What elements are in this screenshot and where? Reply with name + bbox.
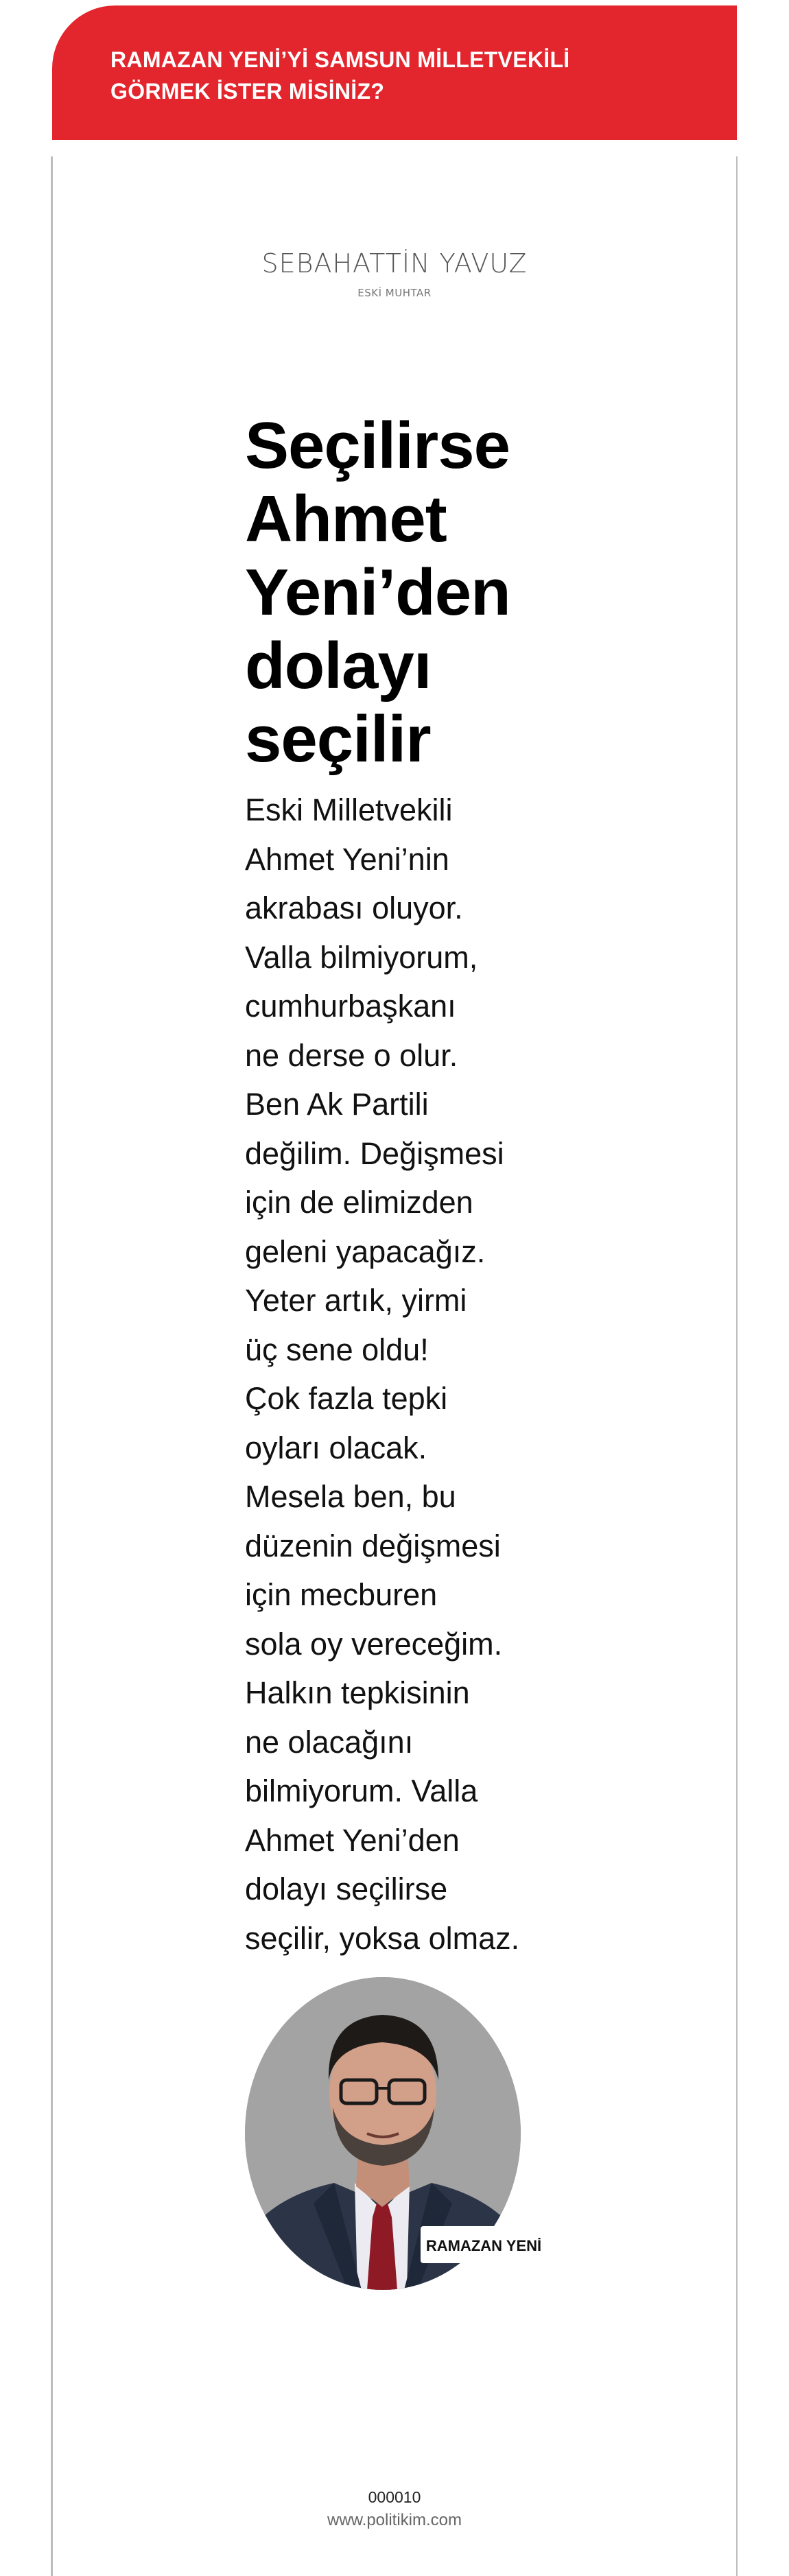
body-line: için mecburen — [245, 1577, 438, 1612]
headline-line: Ahmet — [245, 482, 447, 556]
body-line: Eski Milletvekili — [245, 792, 453, 827]
body-line: oyları olacak. — [245, 1430, 427, 1465]
article-headline — [245, 409, 588, 776]
body-line: Valla bilmiyorum, — [245, 939, 478, 975]
body-line: sola oy vereceğim. — [245, 1626, 503, 1662]
article-body — [245, 785, 602, 1963]
body-line: bilmiyorum. Valla — [245, 1773, 478, 1808]
headline-line: seçilir — [245, 702, 431, 776]
body-line: ne olacağını — [245, 1724, 414, 1760]
author-name: SEBAHATTİN YAVUZ — [261, 248, 528, 279]
page-number: 000010 — [368, 2488, 421, 2506]
headline-line: dolayı — [245, 629, 432, 702]
body-line: cumhurbaşkanı — [245, 989, 456, 1024]
body-line: Çok fazla tepki — [245, 1381, 448, 1416]
body-line: değilim. Değişmesi — [245, 1135, 504, 1171]
body-line: geleni yapacağız. — [245, 1233, 486, 1269]
headline-line: Yeni’den — [245, 556, 510, 629]
banner-line-2: GÖRMEK İSTER MİSİNİZ? — [110, 79, 385, 104]
headline-line: Seçilirse — [245, 409, 510, 482]
author-role: ESKİ MUHTAR — [357, 287, 432, 299]
headline-banner — [52, 5, 737, 140]
body-line: Ahmet Yeni’nin — [245, 841, 449, 877]
body-line: Halkın tepkisinin — [245, 1675, 470, 1710]
body-line: seçilir, yoksa olmaz. — [245, 1920, 520, 1956]
body-line: Ahmet Yeni’den — [245, 1822, 460, 1858]
body-line: Yeter artık, yirmi — [245, 1283, 467, 1318]
page-frame-left — [51, 156, 53, 2576]
page-frame-right — [736, 156, 738, 2576]
banner-line-1: RAMAZAN YENİ’Yİ SAMSUN MİLLETVEKİLİ — [110, 47, 570, 72]
body-line: Ben Ak Partili — [245, 1087, 429, 1122]
body-line: düzenin değişmesi — [245, 1528, 501, 1563]
body-line: akrabası oluyor. — [245, 890, 463, 925]
body-line: Mesela ben, bu — [245, 1479, 456, 1514]
body-line: dolayı seçilirse — [245, 1871, 448, 1906]
site-url[interactable]: www.politikim.com — [327, 2511, 462, 2529]
body-line: için de elimizden — [245, 1185, 473, 1220]
body-line: üç sene oldu! — [245, 1332, 429, 1367]
body-line: ne derse o olur. — [245, 1037, 458, 1073]
photo-caption: RAMAZAN YENİ — [421, 2226, 547, 2263]
